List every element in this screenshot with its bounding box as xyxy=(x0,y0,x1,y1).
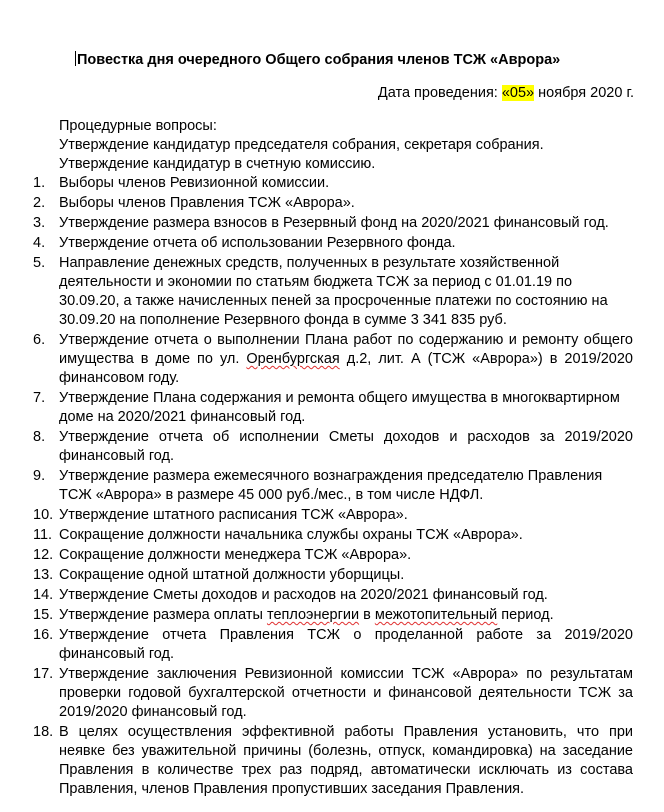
agenda-item-2 xyxy=(0,194,633,213)
item-number: 11. xyxy=(33,527,53,543)
item-number: 18. xyxy=(33,724,54,740)
item-number: 1. xyxy=(33,175,46,191)
item-text-part: д.2, лит. А (ТСЖ «Аврора») в 2019/2020 финансовом году. xyxy=(59,351,633,386)
item-number: 5. xyxy=(33,255,46,271)
item-text: Утверждение размера взносов в Резервный фонд на 2020/2021 финансовый год. xyxy=(59,215,609,231)
item-number: 12. xyxy=(33,547,54,563)
item-number: 17. xyxy=(33,666,54,682)
agenda-item-1 xyxy=(0,174,633,193)
item-text-part: Утверждение отчета о выполнении Плана работ по содержанию и ремонту общего имущества в доме по ул. xyxy=(59,332,633,367)
procedural-line: Утверждение кандидатур председателя собрания, секретаря собрания. xyxy=(59,137,544,153)
item-text: Утверждение штатного расписания ТСЖ «Аврора». xyxy=(59,507,408,523)
item-text: Направление денежных средств, полученных в результате хозяйственной деятельности и экономии по статьям бюджета ТСЖ за период с 01.01.19 по 30.09.20, а также начисленных пеней за просроченные платежи по состоянию на 30.09.20 на пополнение Резервного фонда в сумме 3 341 835 руб. xyxy=(59,255,608,328)
agenda-item-15 xyxy=(0,606,633,625)
date-day-highlight: «05» xyxy=(501,85,535,101)
agenda-item-11 xyxy=(0,526,633,545)
item-text: Утверждение заключения Ревизионной комиссии ТСЖ «Аврора» по результатам проверки годовой бухгалтерской отчетности и финансовой деятельности ТСЖ за 2019/2020 финансовый год. xyxy=(59,666,633,720)
item-text-part: Утверждение размера оплаты xyxy=(59,607,267,623)
item-number: 8. xyxy=(33,429,46,445)
agenda-item-6 xyxy=(0,331,633,388)
item-text: Выборы членов Ревизионной комиссии. xyxy=(59,175,330,191)
item-text: Утверждение Сметы доходов и расходов на 2020/2021 финансовый год. xyxy=(59,587,548,603)
document-title-text: Повестка дня очередного Общего собрания членов ТСЖ «Аврора» xyxy=(77,52,561,68)
agenda-item-8 xyxy=(0,428,633,466)
item-number: 9. xyxy=(33,468,46,484)
agenda-item-5 xyxy=(0,254,633,330)
item-number: 15. xyxy=(33,607,54,623)
item-text xyxy=(59,606,633,625)
item-number: 3. xyxy=(33,215,46,231)
item-text xyxy=(59,331,633,388)
procedural-line: Утверждение кандидатур в счетную комиссию. xyxy=(59,156,376,172)
item-text: Сокращение должности начальника службы охраны ТСЖ «Аврора». xyxy=(59,527,523,543)
agenda-item-18 xyxy=(0,723,633,799)
date-prefix: Дата проведения: xyxy=(377,85,502,101)
item-text: Утверждение отчета об использовании Резервного фонда. xyxy=(59,235,456,251)
agenda-item-9 xyxy=(0,467,633,505)
item-number: 14. xyxy=(33,587,54,603)
procedural-heading: Процедурные вопросы: xyxy=(59,118,217,134)
agenda-item-17 xyxy=(0,665,633,722)
text-cursor xyxy=(75,51,76,66)
spellcheck-word: Оренбургская xyxy=(246,351,340,367)
agenda-item-4 xyxy=(0,234,633,253)
agenda-item-13 xyxy=(0,566,633,585)
agenda-item-10 xyxy=(0,506,633,525)
item-text: Утверждение отчета Правления ТСЖ о проделанной работе за 2019/2020 финансовый год. xyxy=(59,627,633,662)
item-text: Утверждение размера ежемесячного вознаграждения председателю Правления ТСЖ «Аврора» в размере 45 000 руб./мес., в том числе НДФЛ. xyxy=(59,468,603,503)
item-text: Выборы членов Правления ТСЖ «Аврора». xyxy=(59,195,355,211)
item-number: 2. xyxy=(33,195,46,211)
procedural-block xyxy=(59,117,544,174)
item-number: 16. xyxy=(33,627,54,643)
item-number: 10. xyxy=(33,507,54,523)
item-number: 13. xyxy=(33,567,54,583)
item-number: 7. xyxy=(33,390,46,406)
agenda-list xyxy=(0,174,664,800)
item-text: Утверждение отчета об исполнении Сметы доходов и расходов за 2019/2020 финансовый год. xyxy=(59,429,633,464)
agenda-item-14 xyxy=(0,586,633,605)
date-suffix: ноября 2020 г. xyxy=(534,85,634,101)
item-text-part: в xyxy=(359,607,375,623)
item-text: В целях осуществления эффективной работы Правления установить, что при неявке без уважительной причины (болезнь, отпуск, командировка) на заседание Правления в количестве трех раз подряд, автоматически исключать из состава Правления, членов Правления пропустивших заседания Правления. xyxy=(59,724,633,797)
spellcheck-word: теплоэнергии xyxy=(266,607,360,623)
agenda-item-12 xyxy=(0,546,633,565)
item-text: Утверждение Плана содержания и ремонта общего имущества в многоквартирном доме на 2020/2021 финансовый год. xyxy=(59,390,620,425)
item-text: Сокращение одной штатной должности уборщицы. xyxy=(59,567,405,583)
item-text-part: период. xyxy=(497,607,554,623)
spellcheck-word: межотопительный xyxy=(374,607,498,623)
item-text: Сокращение должности менеджера ТСЖ «Аврора». xyxy=(59,547,412,563)
item-number: 6. xyxy=(33,332,46,348)
item-number: 4. xyxy=(33,235,46,251)
agenda-item-3 xyxy=(0,214,633,233)
meeting-date xyxy=(378,85,634,101)
agenda-item-16 xyxy=(0,626,633,664)
document-title xyxy=(75,51,560,68)
agenda-item-7 xyxy=(0,389,633,427)
